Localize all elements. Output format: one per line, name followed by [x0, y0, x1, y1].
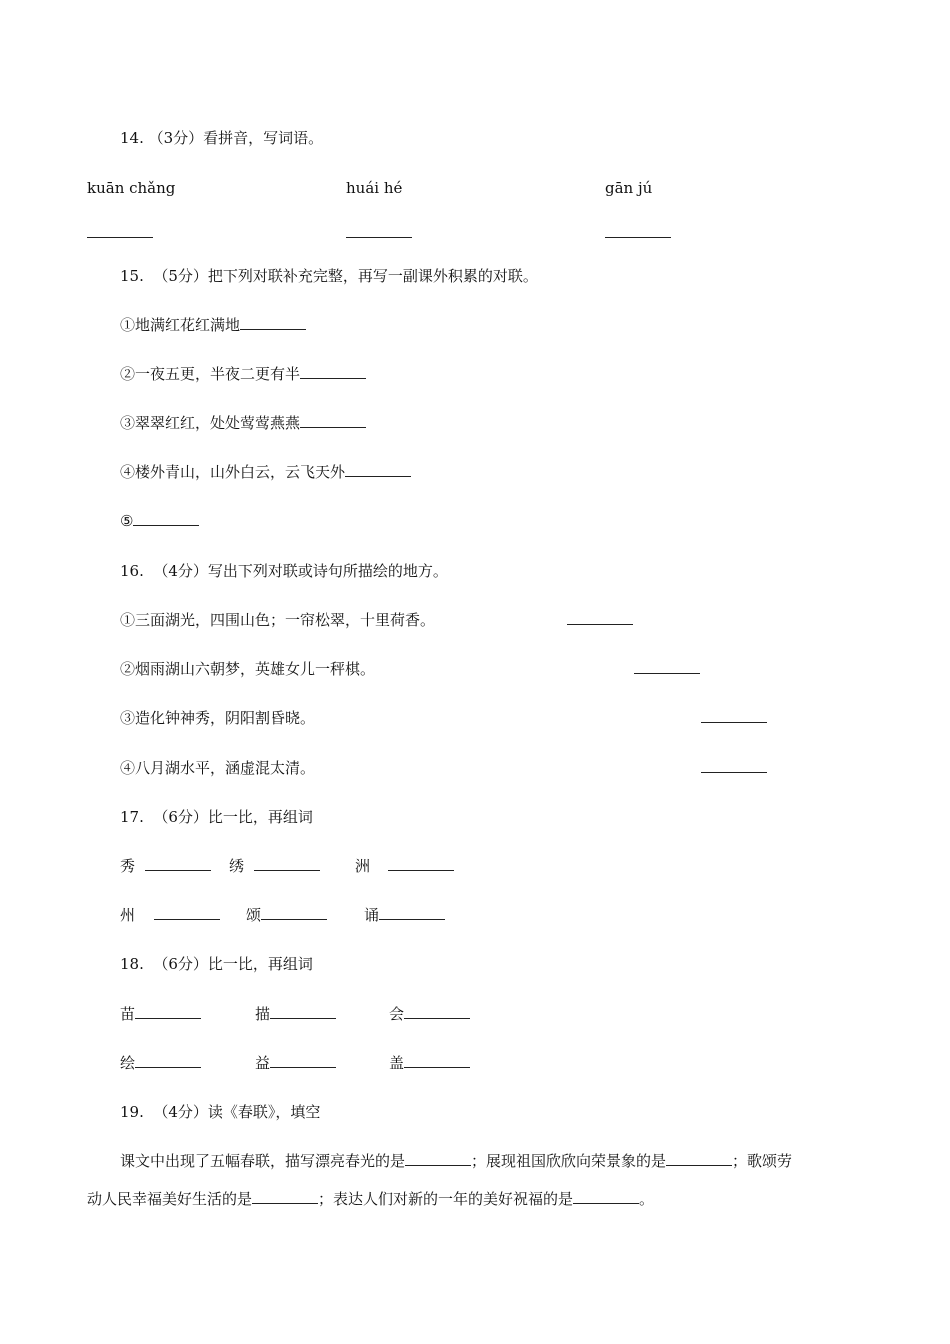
q15-answer-blank-5[interactable]	[133, 511, 199, 526]
q15-answer-blank-4[interactable]	[345, 462, 411, 477]
q16-answer-blank-3[interactable]	[701, 708, 767, 723]
q19-answer-blank-2[interactable]	[666, 1151, 732, 1166]
q15-answer-blank-2[interactable]	[300, 364, 366, 379]
q17-answer-blank[interactable]	[388, 856, 454, 871]
q19-text-3: ；歌颂劳	[732, 1152, 793, 1170]
q15-item-2: ②一夜五更，半夜二更有半	[120, 365, 301, 383]
q18-char: 盖	[389, 1054, 405, 1072]
q15-item-3: ③翠翠红红，处处莺莺燕燕	[120, 414, 301, 432]
q17-char: 州	[120, 906, 136, 924]
q18-char: 描	[255, 1005, 271, 1023]
q19-text-6: 。	[639, 1190, 655, 1208]
q19-title: 19. （4分）读《春联》，填空	[120, 1103, 321, 1121]
q18-char: 益	[255, 1054, 271, 1072]
q17-char: 诵	[364, 906, 380, 924]
q15-item-5: ⑤	[120, 512, 134, 530]
q15-item-1: ①地满红花红满地	[120, 316, 241, 334]
q14-pinyin-3: gān jú	[605, 179, 653, 197]
q15-answer-blank-3[interactable]	[300, 413, 366, 428]
q19-answer-blank-1[interactable]	[405, 1151, 471, 1166]
q16-answer-blank-1[interactable]	[567, 610, 633, 625]
q19-answer-blank-4[interactable]	[573, 1189, 639, 1204]
q17-char: 颂	[246, 906, 262, 924]
q18-answer-blank[interactable]	[270, 1004, 336, 1019]
q16-answer-blank-4[interactable]	[701, 758, 767, 773]
q14-pinyin-1: kuān chǎng	[87, 179, 176, 197]
q18-answer-blank[interactable]	[404, 1053, 470, 1068]
q16-item-1: ①三面湖光，四围山色；一帘松翠，十里荷香。	[120, 611, 436, 629]
q14-answer-blank-2[interactable]	[346, 223, 412, 238]
q16-answer-blank-2[interactable]	[634, 659, 700, 674]
q16-item-3: ③造化钟神秀，阴阳割昏晓。	[120, 709, 316, 727]
q16-item-2: ②烟雨湖山六朝梦，英雄女儿一秤棋。	[120, 660, 376, 678]
q19-text-5: ；表达人们对新的一年的美好祝福的是	[318, 1190, 574, 1208]
q19-text-4: 动人民幸福美好生活的是	[87, 1190, 253, 1208]
q15-item-4: ④楼外青山，山外白云，云飞天外	[120, 463, 346, 481]
q18-char: 苗	[120, 1005, 136, 1023]
q17-answer-blank[interactable]	[254, 856, 320, 871]
q15-answer-blank-1[interactable]	[240, 315, 306, 330]
q17-char: 秀	[120, 857, 136, 875]
q18-answer-blank[interactable]	[404, 1004, 470, 1019]
q19-answer-blank-3[interactable]	[252, 1189, 318, 1204]
q14-pinyin-2: huái hé	[346, 179, 403, 197]
q14-title: 14. （3分）看拼音，写词语。	[120, 129, 324, 147]
q17-title: 17. （6分）比一比，再组词	[120, 808, 313, 826]
q18-char: 会	[389, 1005, 405, 1023]
q19-text-2: ；展现祖国欣欣向荣景象的是	[471, 1152, 667, 1170]
q18-char: 绘	[120, 1054, 136, 1072]
q14-answer-blank-3[interactable]	[605, 223, 671, 238]
q17-answer-blank[interactable]	[379, 905, 445, 920]
q18-answer-blank[interactable]	[135, 1053, 201, 1068]
q17-char: 绣	[229, 857, 245, 875]
q18-title: 18. （6分）比一比，再组词	[120, 955, 313, 973]
q16-item-4: ④八月湖水平，涵虚混太清。	[120, 759, 316, 777]
q17-answer-blank[interactable]	[154, 905, 220, 920]
q18-answer-blank[interactable]	[270, 1053, 336, 1068]
q19-text-1: 课文中出现了五幅春联，描写漂亮春光的是	[120, 1152, 406, 1170]
q14-answer-blank-1[interactable]	[87, 223, 153, 238]
q17-answer-blank[interactable]	[145, 856, 211, 871]
q17-char: 洲	[355, 857, 371, 875]
q15-title: 15. （5分）把下列对联补充完整，再写一副课外积累的对联。	[120, 267, 538, 285]
q17-answer-blank[interactable]	[261, 905, 327, 920]
q16-title: 16. （4分）写出下列对联或诗句所描绘的地方。	[120, 562, 448, 580]
q18-answer-blank[interactable]	[135, 1004, 201, 1019]
